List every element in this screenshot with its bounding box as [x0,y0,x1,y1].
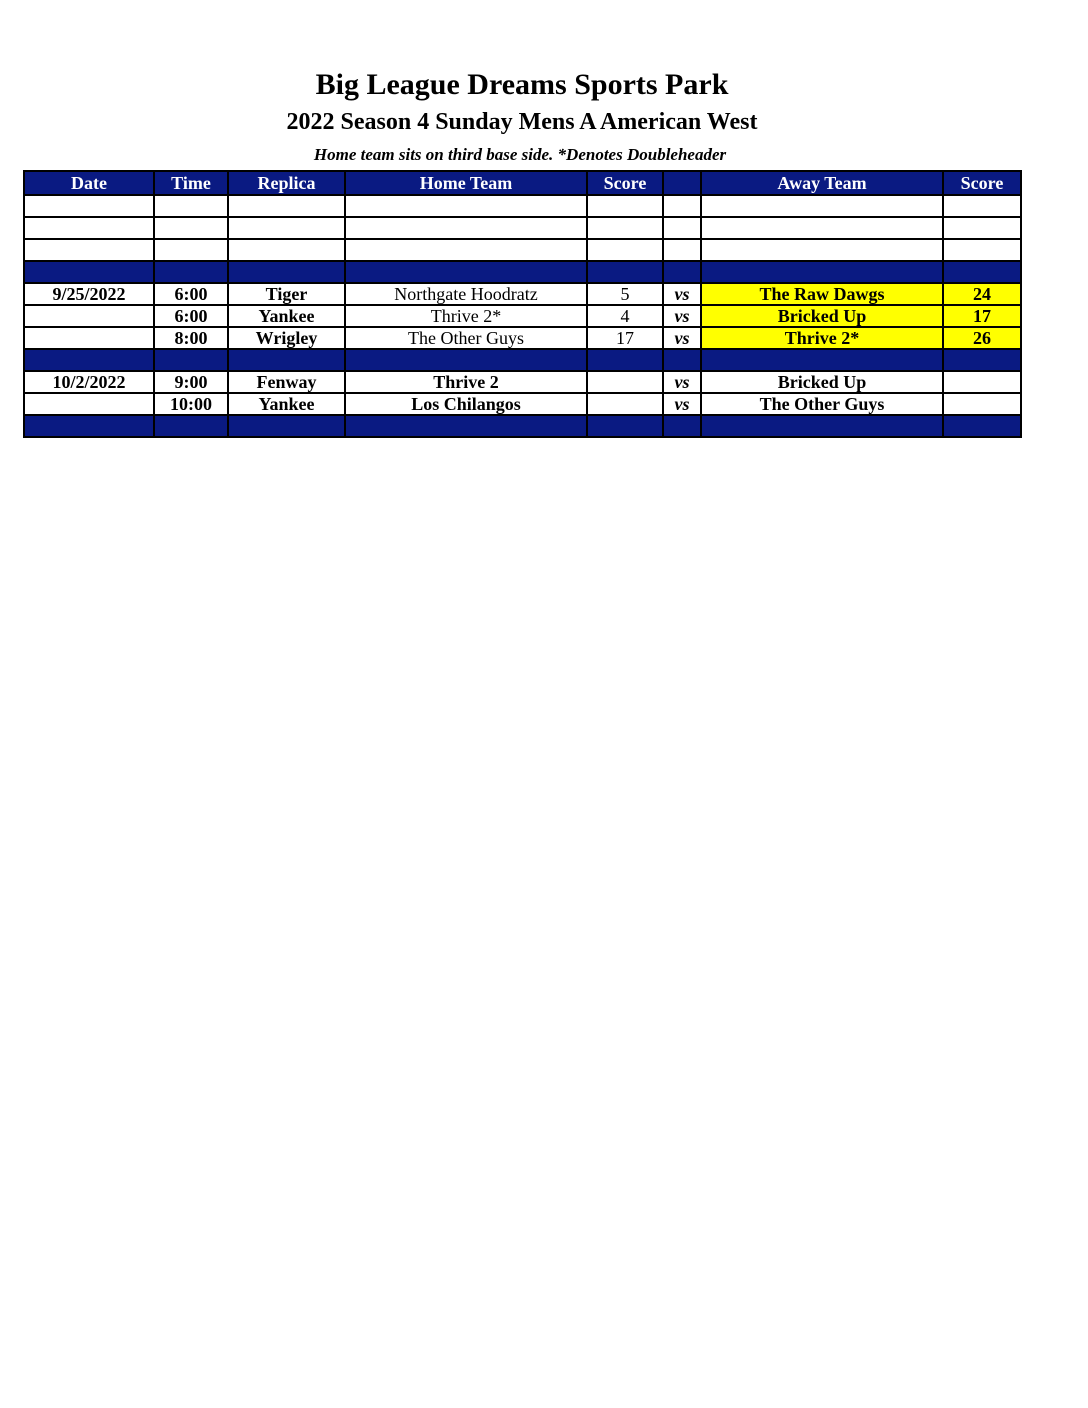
home-team: Thrive 2* [345,305,587,327]
game-replica: Wrigley [228,327,345,349]
empty-row [24,217,1021,239]
home-score: 5 [587,283,663,305]
away-team: Thrive 2* [701,327,943,349]
game-row [24,283,1021,305]
game-row [24,305,1021,327]
header-row [24,171,1021,195]
col-header-away-team: Away Team [701,171,943,195]
away-score: 17 [943,305,1021,327]
col-header-away-score: Score [943,171,1021,195]
game-date: 10/2/2022 [24,371,154,393]
away-score [943,393,1021,415]
game-date [24,393,154,415]
separator-row [24,349,1021,371]
empty-row [24,195,1021,217]
vs-label: vs [663,393,701,415]
away-score [943,371,1021,393]
home-score: 4 [587,305,663,327]
game-date: 9/25/2022 [24,283,154,305]
game-row [24,371,1021,393]
home-team: The Other Guys [345,327,587,349]
game-time: 6:00 [154,305,228,327]
game-date [24,305,154,327]
separator-row [24,415,1021,437]
game-row [24,327,1021,349]
vs-label: vs [663,371,701,393]
schedule-note: Home team sits on third base side. *Denotes Doubleheader [313,145,727,164]
col-header-time: Time [154,171,228,195]
away-team: Bricked Up [701,305,943,327]
vs-label: vs [663,327,701,349]
home-team: Los Chilangos [345,393,587,415]
col-header-replica: Replica [228,171,345,195]
away-team: The Other Guys [701,393,943,415]
col-header-date: Date [24,171,154,195]
separator-row [24,261,1021,283]
away-team: Bricked Up [701,371,943,393]
game-time: 10:00 [154,393,228,415]
vs-label: vs [663,305,701,327]
away-score: 24 [943,283,1021,305]
home-team: Northgate Hoodratz [345,283,587,305]
away-team: The Raw Dawgs [701,283,943,305]
home-score: 17 [587,327,663,349]
schedule-table [23,170,1022,438]
col-header-vs [663,171,701,195]
home-score [587,371,663,393]
col-header-home-score: Score [587,171,663,195]
empty-row [24,239,1021,261]
home-score [587,393,663,415]
home-team: Thrive 2 [345,371,587,393]
league-subtitle: 2022 Season 4 Sunday Mens A American West [286,109,758,135]
game-time: 8:00 [154,327,228,349]
game-date [24,327,154,349]
game-time: 6:00 [154,283,228,305]
col-header-home-team: Home Team [345,171,587,195]
away-score: 26 [943,327,1021,349]
game-replica: Tiger [228,283,345,305]
game-row [24,393,1021,415]
game-time: 9:00 [154,371,228,393]
game-replica: Fenway [228,371,345,393]
game-replica: Yankee [228,393,345,415]
page-title: Big League Dreams Sports Park [315,68,729,101]
game-replica: Yankee [228,305,345,327]
vs-label: vs [663,283,701,305]
